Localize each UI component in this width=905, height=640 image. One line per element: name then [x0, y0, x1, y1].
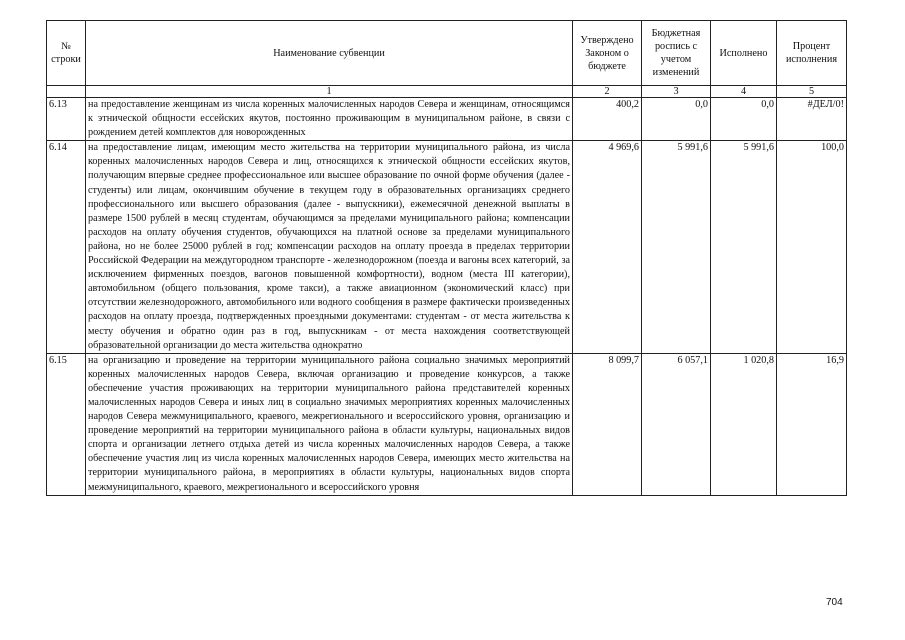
page-number: 704	[826, 597, 843, 608]
column-number-blank	[47, 86, 86, 98]
approved-value: 400,2	[573, 98, 642, 141]
header-budget-schedule: Бюджетная роспись с учетом изменений	[642, 21, 711, 86]
row-number: 6.13	[47, 98, 86, 141]
budget-value: 0,0	[642, 98, 711, 141]
subvention-name: на предоставление лицам, имеющим место жительства на территории муниципального района, из числа коренных малочисленных народов Севера и лиц, относящихся к этнической общности ессейских якутов, получающим впервые среднее профессиональное или высшее образование по очной форме обучения (далее - студенты) или лицам, окончившим обучение в текущем году в образовательных организациях среднего профессионального или высшего образования (далее - выпускники), ежемесячной денежной выплаты в размере 1500 рублей в месяц студентам, обучающимся за пределами муниципального района; компенсации расходов на оплату обучения студентов, обучающихся на платной основе за пределами муниципального района, но не более 25000 рублей в год; компенсации расходов на оплату проезда в пределах территории Российской Федерации на междугородном транспорте - железнодорожном (поезда и вагоны всех категорий, за исключением фирменных поездов, вагонов повышенной комфортности), водном (места III категории), автомобильном (общего пользования, кроме такси), а также авиационном (экономический класс) при отсутствии железнодорожного, автомобильного или водного сообщения в размере фактически произведенных расходов на оплату проезда, подтвержденных проездными документами: студентам - от места жительства к месту обучения и обратно один раз в год, выпускникам - от места нахождения соответствующей образовательной организации до места жительства однократно	[86, 141, 573, 353]
percent-value: 100,0	[777, 141, 847, 353]
row-number: 6.14	[47, 141, 86, 353]
executed-value: 0,0	[711, 98, 777, 141]
column-number: 4	[711, 86, 777, 98]
table-row	[47, 98, 847, 141]
header-subvention-name: Наименование субвенции	[86, 21, 573, 86]
budget-value: 6 057,1	[642, 353, 711, 495]
document-page	[46, 20, 846, 496]
percent-value: 16,9	[777, 353, 847, 495]
column-number: 3	[642, 86, 711, 98]
subvention-name: на предоставление женщинам из числа коренных малочисленных народов Севера и женщинам, относящимся к этнической общности ессейских якутов, постоянно проживающим в муниципальном районе, в связи с рождением детей комплектов для новорожденных	[86, 98, 573, 141]
executed-value: 5 991,6	[711, 141, 777, 353]
column-number: 5	[777, 86, 847, 98]
approved-value: 8 099,7	[573, 353, 642, 495]
header-approved: Утверждено Законом о бюджете	[573, 21, 642, 86]
subvention-name: на организацию и проведение на территории муниципального района социально значимых мероприятий коренных малочисленных народов Севера, включая организацию и проведение конкурсов, а также обеспечение участия проживающих на территории муниципального района представителей коренных малочисленных народов Севера и иных лиц в социально значимых мероприятиях коренных малочисленных народов Севера межмуниципального, краевого, межрегионального и всероссийского уровня, организацию и проведение мероприятий на территории муниципального района в области культуры, национальных видов спорта и организации летнего отдыха детей из числа коренных малочисленных народов Севера, а также обеспечение участия лиц из числа коренных малочисленных народов Севера, имеющих место жительства на территории муниципального района, в мероприятиях в области культуры, национальных видов спорта межмуниципального, краевого, межрегионального и всероссийского уровня	[86, 353, 573, 495]
column-number: 2	[573, 86, 642, 98]
header-row-number: № строки	[47, 21, 86, 86]
table-row	[47, 353, 847, 495]
column-number-row	[47, 86, 847, 98]
header-executed: Исполнено	[711, 21, 777, 86]
budget-value: 5 991,6	[642, 141, 711, 353]
executed-value: 1 020,8	[711, 353, 777, 495]
table-row	[47, 141, 847, 353]
row-number: 6.15	[47, 353, 86, 495]
subventions-table	[46, 20, 847, 496]
table-header-row	[47, 21, 847, 86]
percent-value: #ДЕЛ/0!	[777, 98, 847, 141]
approved-value: 4 969,6	[573, 141, 642, 353]
header-percent: Процент исполнения	[777, 21, 847, 86]
column-number: 1	[86, 86, 573, 98]
